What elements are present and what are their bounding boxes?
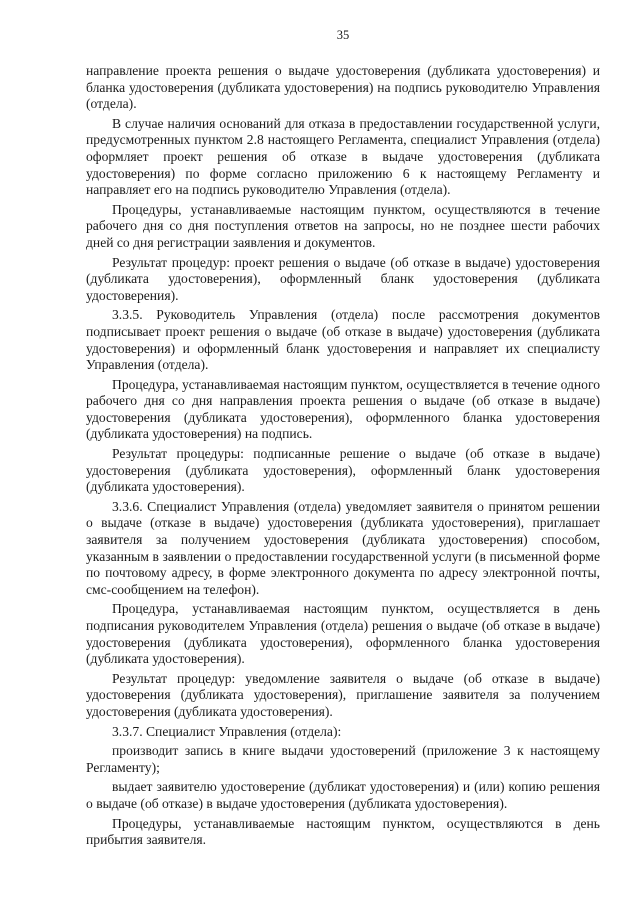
paragraph-5: 3.3.5. Руководитель Управления (отдела) после рассмотрения документов подписывает проект решения о выдаче (об отказе в выдаче) удостоверения (дубликата удостоверения) и оформленный бланк удостоверения и направляет их специалисту Управления (отдела). bbox=[86, 307, 600, 373]
paragraph-4: Результат процедур: проект решения о выдаче (об отказе в выдаче) удостоверения (дубликата удостоверения), оформленный бланк удостоверения (дубликата удостоверения). bbox=[86, 254, 600, 303]
paragraph-12: производит запись в книге выдачи удостоверений (приложение 3 к настоящему Регламенту); bbox=[86, 743, 600, 775]
paragraph-9: Процедура, устанавливаемая настоящим пунктом, осуществляется в день подписания руководителем Управления (отдела) решения о выдаче (об отказе в выдаче) удостоверения (дубликата удостоверения), оформленного бланка удостоверения (дубликата удостоверения). bbox=[86, 601, 600, 667]
paragraph-7: Результат процедуры: подписанные решение о выдаче (об отказе в выдаче) удостоверения (дубликата удостоверения), оформленный бланк удостоверения (дубликата удостоверения). bbox=[86, 446, 600, 495]
paragraph-3: Процедуры, устанавливаемые настоящим пунктом, осуществляются в течение рабочего дня со дня поступления ответов на запросы, но не позднее шести рабочих дней со дня регистрации заявления и документов. bbox=[86, 201, 600, 250]
paragraph-1: направление проекта решения о выдаче удостоверения (дубликата удостоверения) и бланка удостоверения (дубликата удостоверения) на подпись руководителю Управления (отдела). bbox=[86, 63, 600, 112]
paragraph-14: Процедуры, устанавливаемые настоящим пунктом, осуществляются в день прибытия заявителя. bbox=[86, 815, 600, 848]
paragraph-13: выдает заявителю удостоверение (дубликат удостоверения) и (или) копию решения о выдаче (об отказе) в выдаче удостоверения (дубликата удостоверения). bbox=[86, 779, 600, 811]
page-number: 35 bbox=[336, 28, 350, 42]
paragraph-8: 3.3.6. Специалист Управления (отдела) уведомляет заявителя о принятом решении о выдаче (отказе в выдаче) удостоверения (дубликата удостоверения), приглашает заявителя за получением удостоверения (дубликата удостоверения) способом, указанным в заявлении о предоставлении государственной услуги (в письменной форме по почтовому адресу, в форме электронного документа по адресу электронной почты, смс-сообщением на телефон). bbox=[86, 498, 600, 597]
paragraph-2: В случае наличия оснований для отказа в предоставлении государственной услуги, предусмотренных пунктом 2.8 настоящего Регламента, специалист Управления (отдела) оформляет проект решения об отказе в выдаче удостоверения (дубликата удостоверения) по форме согласно приложению 6 к настоящему Регламенту и направляет его на подпись руководителю Управления (отдела). bbox=[86, 115, 600, 198]
paragraph-10: Результат процедур: уведомление заявителя о выдаче (об отказе в выдаче) удостоверения (дубликата удостоверения), приглашение заявителя за получением удостоверения (дубликата удостоверения). bbox=[86, 670, 600, 719]
paragraph-6: Процедура, устанавливаемая настоящим пунктом, осуществляется в течение одного рабочего дня со дня направления проекта решения о выдаче (об отказе в выдаче) удостоверения (дубликата удостоверения), оформленного бланка удостоверения (дубликата удостоверения) на подпись. bbox=[86, 376, 600, 442]
paragraph-11: 3.3.7. Специалист Управления (отдела): bbox=[112, 723, 342, 739]
